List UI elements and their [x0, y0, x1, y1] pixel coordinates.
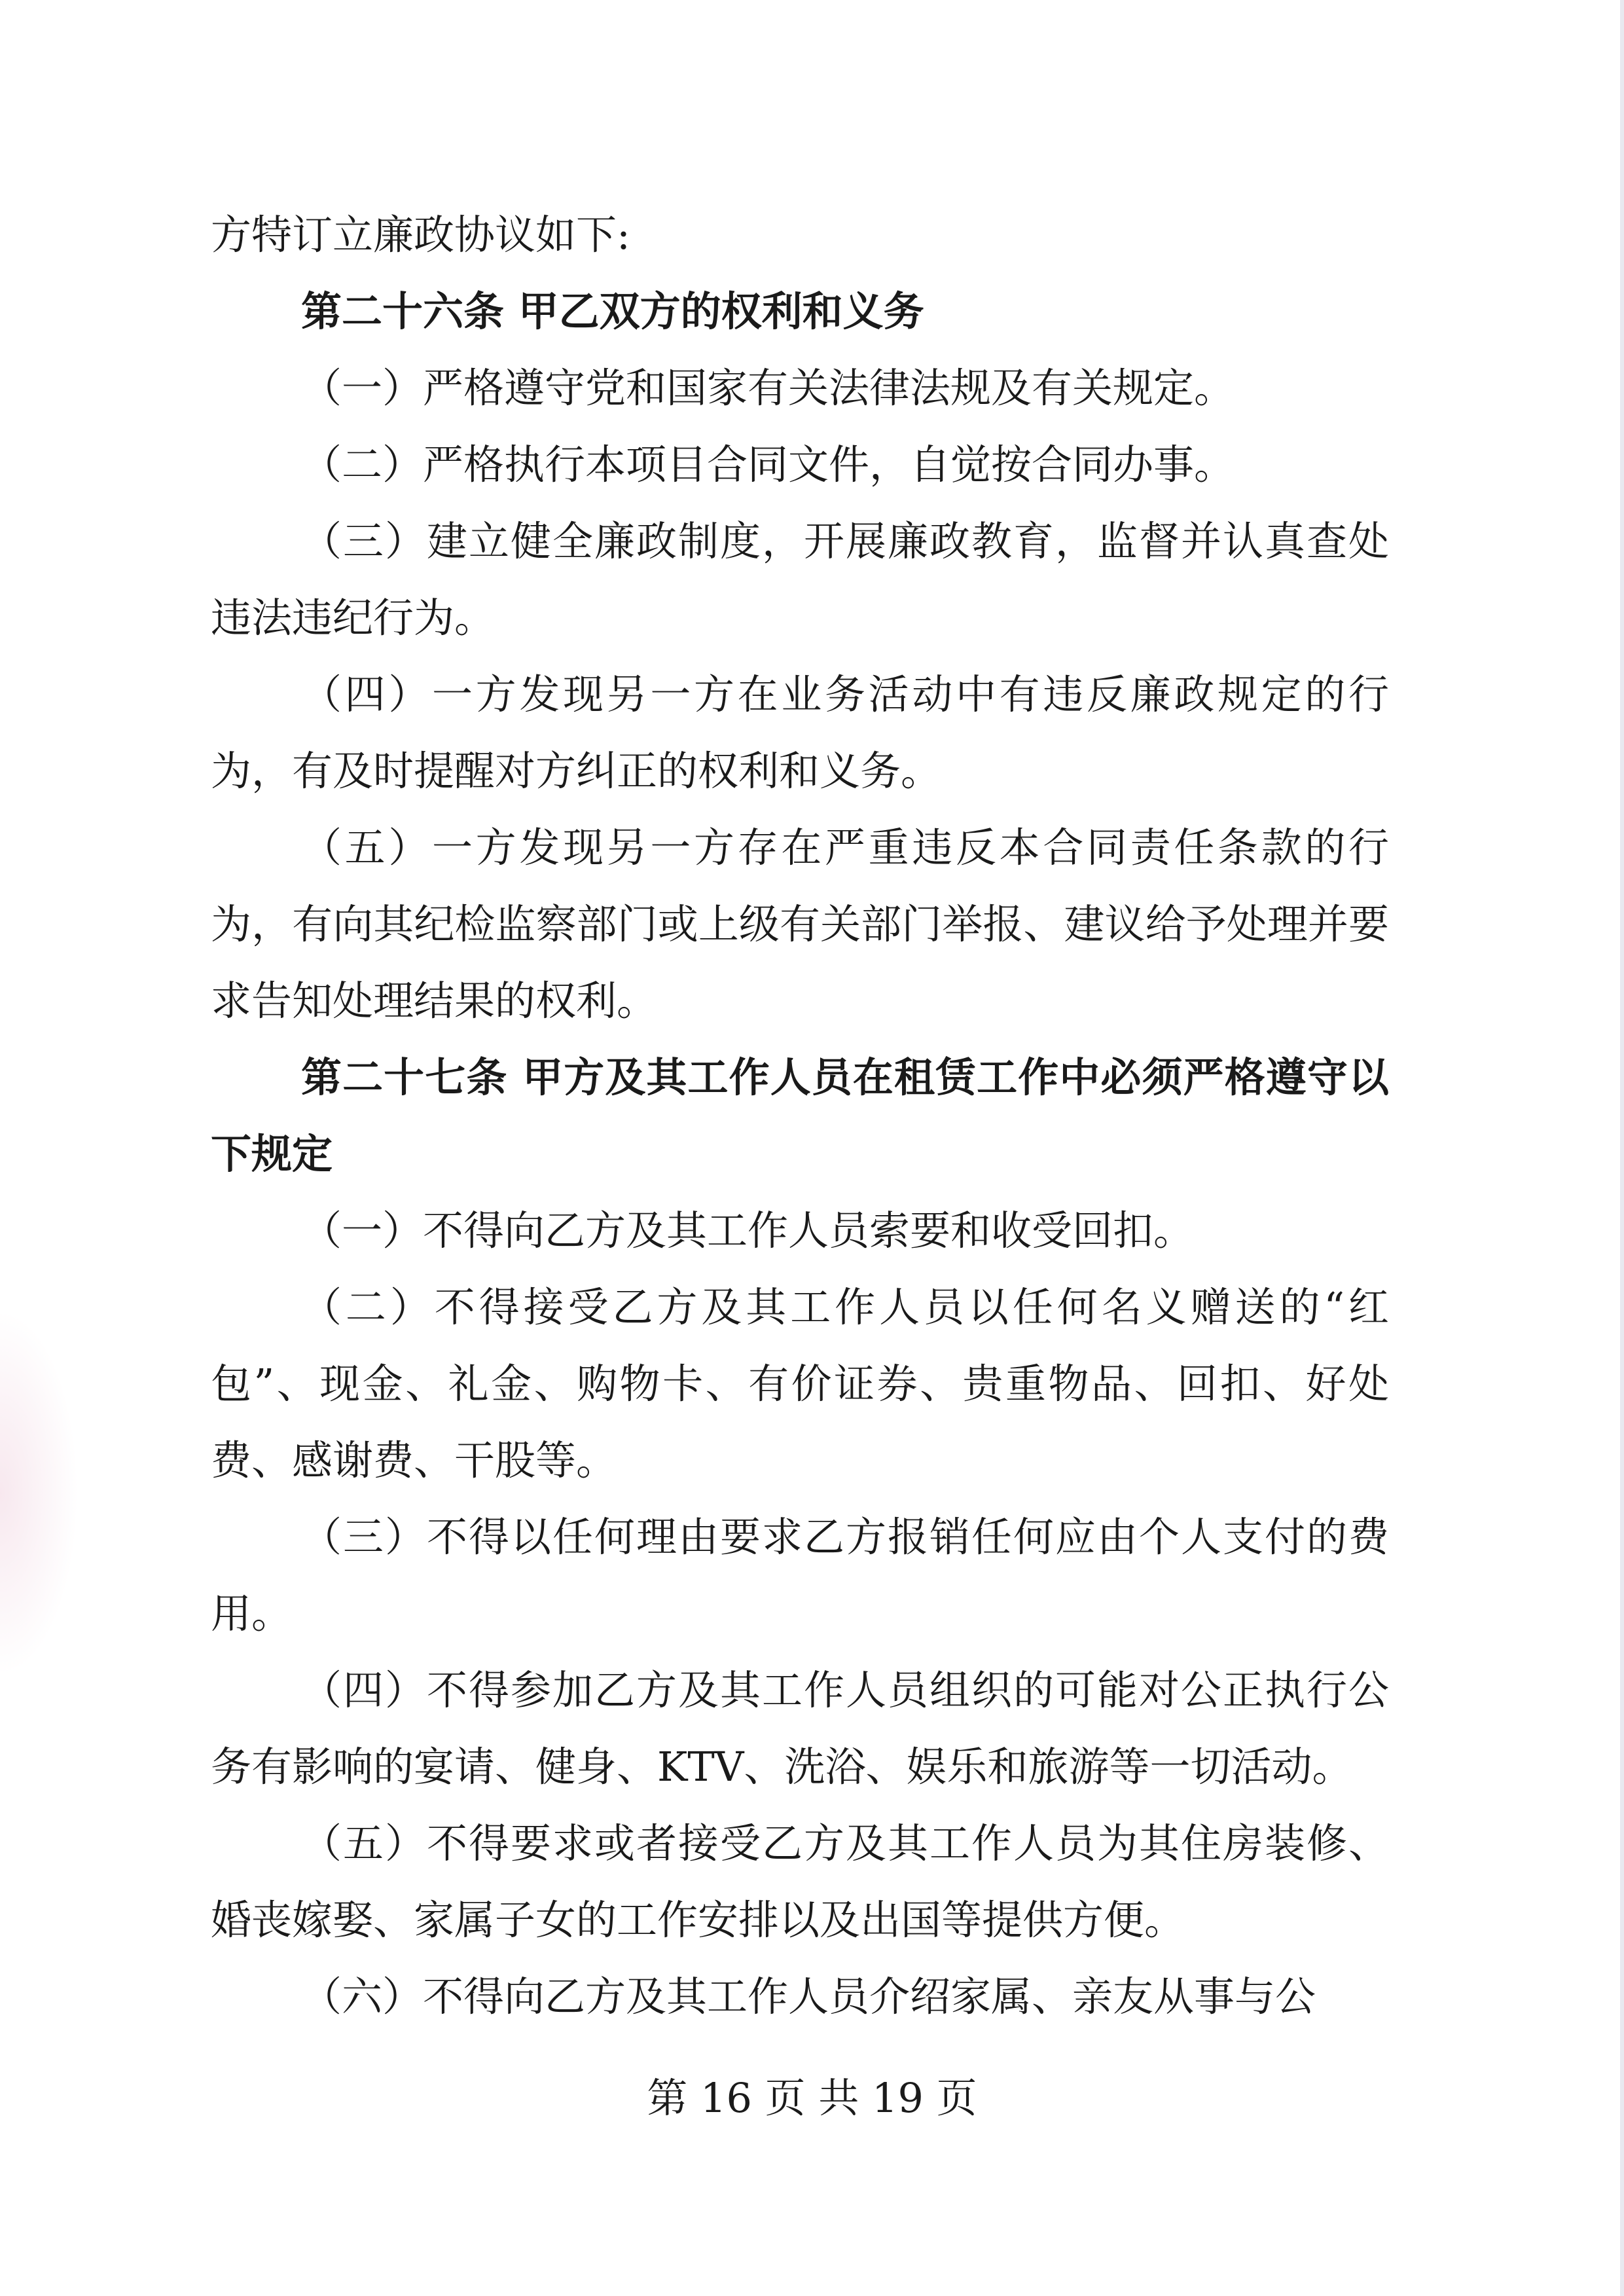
paragraph-intro: 方特订立廉政协议如下: — [211, 211, 630, 259]
article-27-item-4: （四）不得参加乙方及其工作人员组织的可能对公正执行公务有影响的宴请、健身、KTV、洗浴、娱乐和旅游等一切活动。 — [211, 1666, 1389, 1791]
article-26-item-2: （二）严格执行本项目合同文件，自觉按合同办事。 — [301, 441, 1235, 488]
seal-stamp-trace — [0, 1309, 79, 1676]
article-27-item-3: （三）不得以任何理由要求乙方报销任何应由个人支付的费用。 — [211, 1513, 1389, 1637]
document-body — [211, 196, 1389, 2035]
article-27-item-1: （一）不得向乙方及其工作人员索要和收受回扣。 — [301, 1207, 1195, 1254]
article-26-item-3: （三）建立健全廉政制度，开展廉政教育，监督并认真查处违法违纪行为。 — [211, 517, 1389, 642]
article-26-item-1: （一）严格遵守党和国家有关法律法规及有关规定。 — [301, 364, 1235, 412]
page-number-footer: 第 16 页 共 19 页 — [647, 2074, 977, 2122]
article-27-heading: 第二十七条 甲方及其工作人员在租赁工作中必须严格遵守以下规定 — [211, 1053, 1389, 1178]
article-27-item-2: （二）不得接受乙方及其工作人员以任何名义赠送的“红包”、现金、礼金、购物卡、有价证券、贵重物品、回扣、好处费、感谢费、干股等。 — [211, 1283, 1389, 1484]
article-26-heading: 第二十六条 甲乙双方的权利和义务 — [301, 287, 924, 335]
article-27-item-5: （五）不得要求或者接受乙方及其工作人员为其住房装修、婚丧嫁娶、家属子女的工作安排以及出国等提供方便。 — [211, 1819, 1389, 1944]
article-26-item-4: （四）一方发现另一方在业务活动中有违反廉政规定的行为，有及时提醒对方纠正的权利和义务。 — [211, 670, 1389, 795]
article-26-item-5: （五）一方发现另一方存在严重违反本合同责任条款的行为，有向其纪检监察部门或上级有关部门举报、建议给予处理并要求告知处理结果的权利。 — [211, 824, 1389, 1025]
article-27-item-6: （六）不得向乙方及其工作人员介绍家属、亲友从事与公 — [301, 1973, 1316, 2020]
